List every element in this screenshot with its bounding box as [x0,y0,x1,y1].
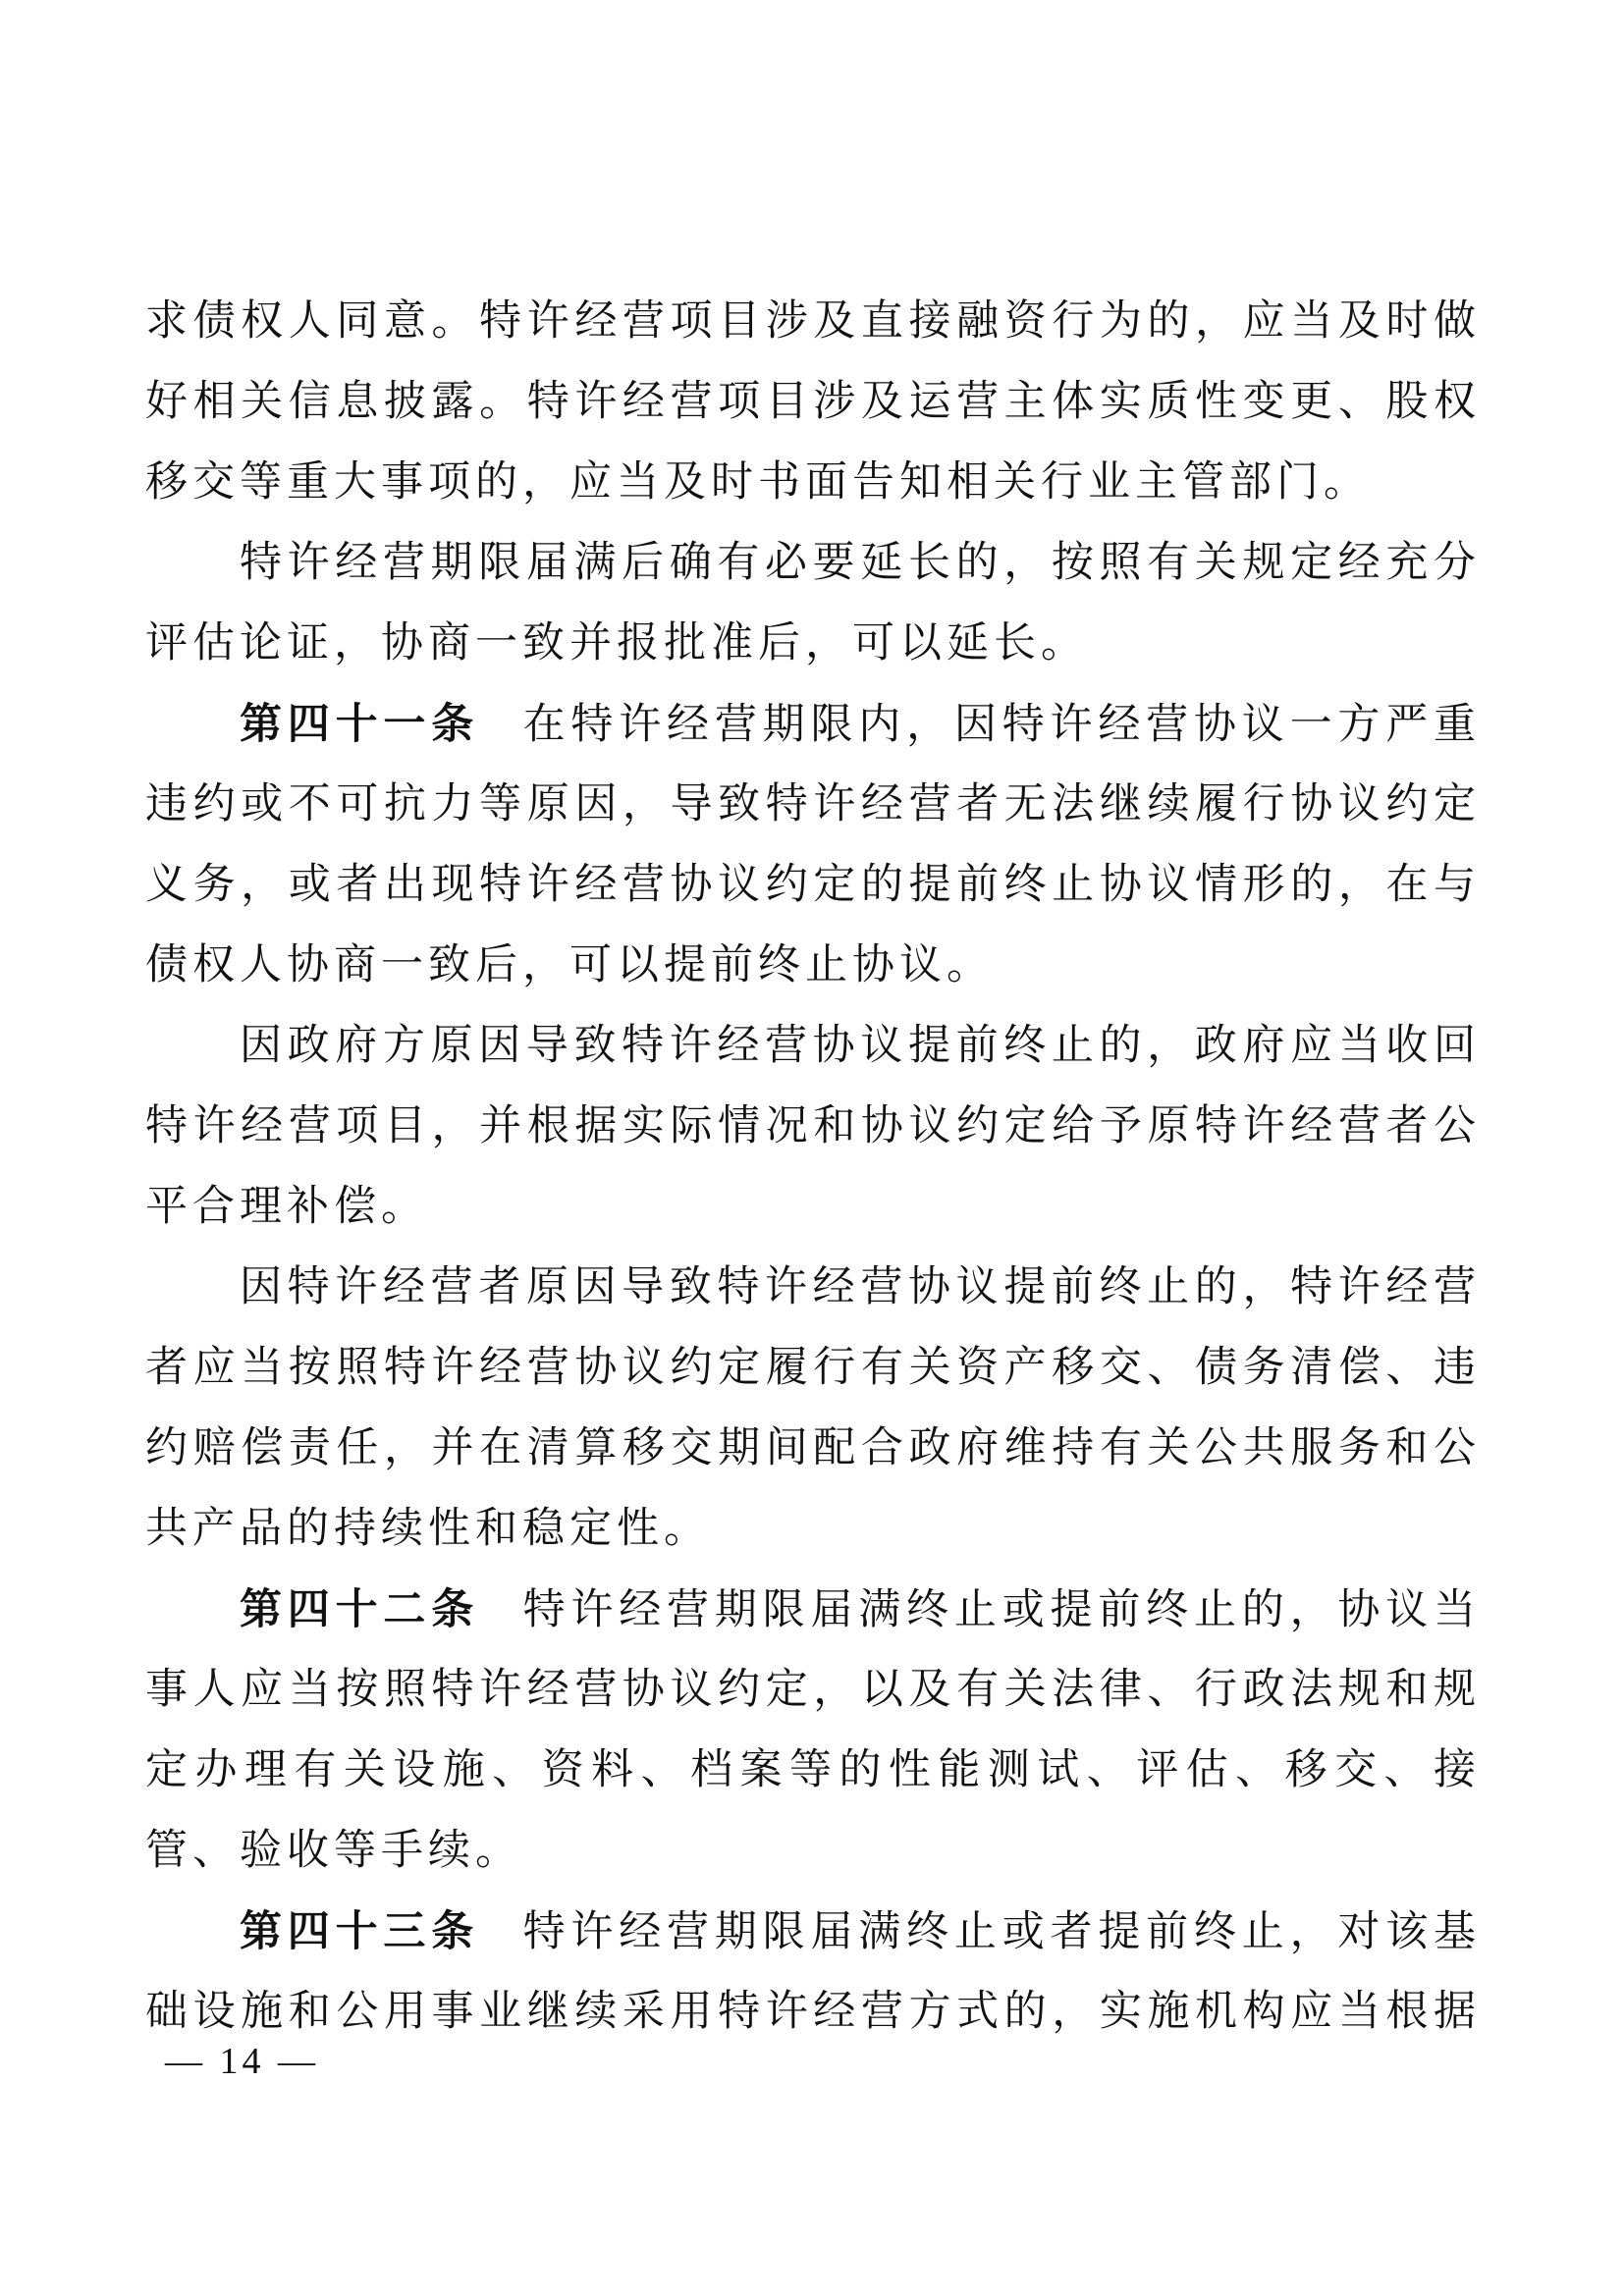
line-text: 事人应当按照特许经营协议约定，以及有关法律、行政法规和规 [145,1667,1481,1713]
text-line [145,1731,1481,1811]
text-line [145,1489,1481,1570]
line-text: 因政府方原因导致特许经营协议提前终止的，政府应当收回 [240,1023,1481,1069]
line-text: 约赔偿责任，并在清算移交期间配合政府维持有关公共服务和公 [145,1425,1481,1471]
line-text: 础设施和公用事业继续采用特许经营方式的，实施机构应当根据 [145,1989,1481,2035]
line-text: 债权人协商一致后，可以提前终止协议。 [145,942,994,988]
line-text: 特许经营期限届满终止或者提前终止，对该基 [522,1909,1481,1955]
article-number: 第四十一条 [240,701,480,748]
line-text: 因特许经营者原因导致特许经营协议提前终止的，特许经营 [240,1264,1481,1310]
text-line [145,1006,1481,1087]
line-text: 者应当按照特许经营协议约定履行有关资产移交、债务清偿、违 [145,1345,1481,1391]
text-line [145,362,1481,443]
line-text: 管、验收等手续。 [145,1828,522,1874]
line-text: 特许经营期限届满终止或提前终止的，协议当 [522,1587,1481,1633]
text-line [145,1409,1481,1489]
line-text: 平合理补偿。 [145,1184,428,1230]
line-text: 特许经营项目，并根据实际情况和协议约定给予原特许经营者公 [145,1103,1481,1149]
page-body-text [145,282,1481,2053]
text-line [145,1087,1481,1167]
page-number [165,2040,319,2083]
article-number: 第四十二条 [240,1586,480,1633]
text-line [145,1167,1481,1248]
line-text: 定办理有关设施、资料、档案等的性能测试、评估、移交、接 [145,1747,1481,1793]
text-line [145,443,1481,523]
text-line [145,523,1481,604]
line-text: 违约或不可抗力等原因，导致特许经营者无法继续履行协议约定 [145,781,1481,828]
text-line [145,604,1481,684]
text-line [145,1328,1481,1409]
line-text: 好相关信息披露。特许经营项目涉及运营主体实质性变更、股权 [145,379,1481,425]
text-line [145,1650,1481,1731]
text-line [145,282,1481,362]
text-line [145,1248,1481,1328]
line-text: 义务，或者出现特许经营协议约定的提前终止协议情形的，在与 [145,862,1481,908]
text-line [145,845,1481,926]
line-text: 共产品的持续性和稳定性。 [145,1506,711,1552]
line-text: 移交等重大事项的，应当及时书面告知相关行业主管部门。 [145,459,1371,506]
article-number: 第四十三条 [240,1908,480,1955]
line-text: 求债权人同意。特许经营项目涉及直接融资行为的，应当及时做 [145,298,1481,345]
text-line [145,765,1481,845]
line-text: 评估论证，协商一致并报批准后，可以延长。 [145,620,1088,667]
text-line [145,1811,1481,1892]
text-line [145,1570,1481,1650]
text-line [145,684,1481,765]
text-line [145,926,1481,1006]
line-text: 在特许经营期限内，因特许经营协议一方严重 [522,702,1481,748]
line-text: 特许经营期限届满后确有必要延长的，按照有关规定经充分 [240,540,1481,586]
text-line [145,1972,1481,2053]
page-number-label: — 14 — [165,2041,319,2082]
text-line [145,1892,1481,1972]
